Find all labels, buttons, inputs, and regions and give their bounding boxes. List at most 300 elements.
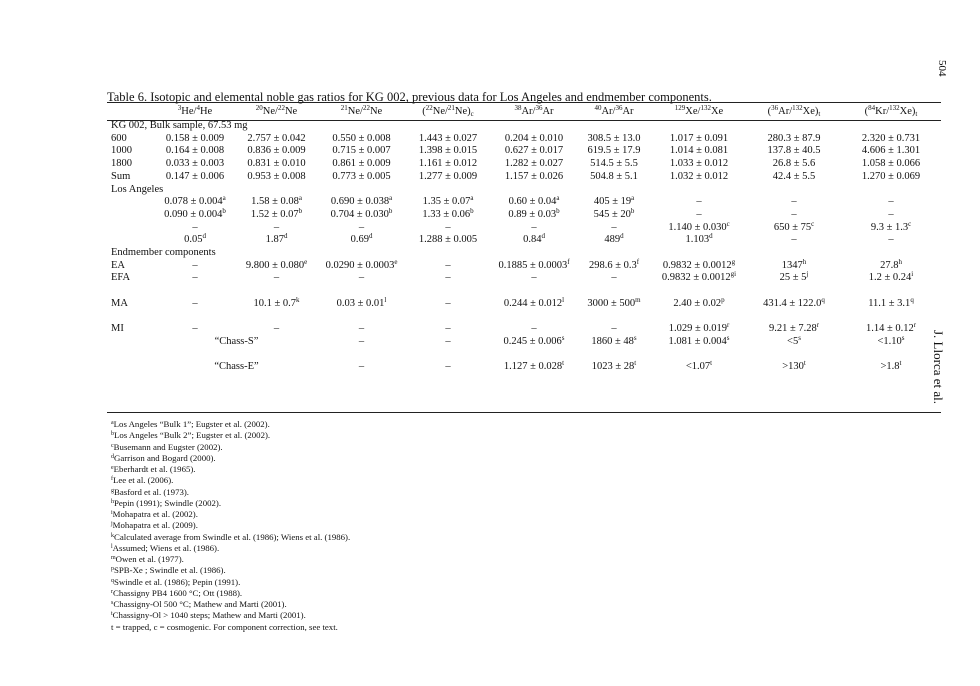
header-mass-number: 22 <box>277 104 285 112</box>
footnote-ref: c <box>908 219 912 228</box>
cell-value: 4.606 ± 1.301 <box>861 145 921 157</box>
table-cell <box>235 171 318 184</box>
header-isotope: He/ <box>181 106 197 117</box>
footnote-ref: a <box>222 194 226 203</box>
table-bottom-rule <box>107 412 941 413</box>
cell-value: – <box>192 272 198 284</box>
table-cell <box>405 336 491 349</box>
table-cell <box>577 323 651 336</box>
table-cell <box>405 171 491 184</box>
cell-value: 0.0290 ± 0.0003 <box>325 259 395 271</box>
cell-value: – <box>192 297 198 309</box>
table-cell <box>405 361 491 374</box>
table-cell <box>235 323 318 336</box>
header-mass-number: 36 <box>535 104 543 112</box>
footnote-ref: d <box>283 232 288 241</box>
table-cell <box>577 333 651 349</box>
cell-value: 1.52 ± 0.07 <box>250 208 299 220</box>
header-isotope: Ar <box>542 106 554 117</box>
header-subscript: c <box>470 110 474 118</box>
footnote-ref: q <box>910 295 914 304</box>
cell-value: 27.8 <box>880 259 899 271</box>
cell-value: 0.204 ± 0.010 <box>504 132 564 144</box>
section-label: Endmember components <box>111 247 216 259</box>
footnote-mark: d <box>111 453 114 460</box>
footnote <box>111 509 350 520</box>
table-cell <box>747 209 841 222</box>
header-mass-number: 36 <box>771 104 779 112</box>
table-cell <box>318 361 405 374</box>
cell-value: 2.40 ± 0.02 <box>673 297 722 309</box>
table-cell <box>235 206 318 222</box>
table-cell <box>841 158 941 171</box>
header-isotope: He <box>199 106 213 117</box>
table-cell <box>155 158 235 171</box>
cell-value: 0.158 ± 0.009 <box>165 132 225 144</box>
header-mass-number: 21 <box>447 104 455 112</box>
cell-value: 0.245 ± 0.006 <box>503 335 562 347</box>
table-cell <box>405 196 491 209</box>
row-label: 1000 <box>111 145 132 157</box>
cell-value: 0.715 ± 0.007 <box>332 145 391 157</box>
table-cell <box>491 222 577 235</box>
table-cell <box>577 295 651 311</box>
header-mass-number: 22 <box>362 104 370 112</box>
cell-value: 9.3 ± 1.3 <box>870 221 909 233</box>
cell-value: – <box>445 335 451 347</box>
table-cell <box>235 196 318 209</box>
footnote <box>111 588 350 599</box>
cell-value: 1347 <box>781 259 803 271</box>
footnote-ref: s <box>561 333 565 342</box>
table-cell <box>405 133 491 146</box>
cell-value: 0.69 <box>350 234 369 246</box>
footnote-mark: a <box>111 420 114 426</box>
footnote-ref: g <box>731 257 736 266</box>
column-header <box>318 104 405 120</box>
section-row <box>107 184 941 197</box>
header-isotope: Ar/ <box>521 106 536 117</box>
footnote <box>111 565 350 576</box>
table-cell <box>491 257 577 273</box>
cell-value: – <box>696 208 702 220</box>
table-cell <box>747 234 841 247</box>
table-cell <box>747 361 841 374</box>
cell-value: – <box>791 208 797 220</box>
footnote-ref: m <box>635 295 641 304</box>
footnote-ref: e <box>304 257 308 266</box>
footnote <box>111 543 350 554</box>
footnote-mark: i <box>111 510 113 516</box>
table-cell <box>318 133 405 146</box>
section-row <box>107 120 941 133</box>
footnote-ref: h <box>898 257 902 266</box>
cell-value: 489 <box>604 234 621 246</box>
table-cell <box>747 333 841 349</box>
cell-value: 0.60 ± 0.04 <box>508 196 557 208</box>
table-cell <box>651 196 747 209</box>
cell-value: 0.773 ± 0.005 <box>332 170 391 182</box>
cell-value: 42.4 ± 5.5 <box>772 170 816 182</box>
table-row <box>107 222 941 235</box>
footnote-ref: gi <box>730 270 737 279</box>
footnote <box>111 464 350 475</box>
header-mass-number: 40 <box>594 104 602 112</box>
cell-value: 1.33 ± 0.06 <box>422 208 471 220</box>
table-row <box>107 145 941 158</box>
cell-value: 1.87 <box>265 234 284 246</box>
cell-value: – <box>358 323 365 335</box>
table-cell <box>491 158 577 171</box>
table-cell <box>155 145 235 158</box>
header-paren: ( <box>767 106 772 117</box>
table-caption: Table 6. Isotopic and elemental noble gas ratios for KG 002, previous data for Los Angeles and endmember components. <box>107 90 712 104</box>
cell-value: 405 ± 19 <box>593 196 632 208</box>
table-cell <box>577 196 651 209</box>
table-cell <box>747 295 841 311</box>
header-isotope: Ne/ <box>262 106 278 117</box>
cell-value: – <box>888 196 894 208</box>
footnote-text: t = trapped, c = cosmogenic. For component correction, see text. <box>111 621 338 632</box>
footnote-ref: r <box>726 321 730 330</box>
cell-value: 25 ± 5 <box>779 272 807 284</box>
cell-value: 9.21 ± 7.28 <box>768 323 817 335</box>
cell-value: 1.2 ± 0.24 <box>868 272 912 284</box>
table-cell <box>491 145 577 158</box>
table-cell <box>491 133 577 146</box>
cell-value: >130 <box>782 361 804 373</box>
table-cell <box>841 209 941 222</box>
footnote-text: Owen et al. (1977). <box>115 554 184 564</box>
cell-value: 1.58 ± 0.08 <box>251 196 299 208</box>
table-cell <box>491 171 577 184</box>
table-cell <box>577 171 651 184</box>
cell-value: – <box>445 361 451 373</box>
footnote-ref: t <box>710 359 713 368</box>
footnote-ref: s <box>901 333 905 342</box>
footnote-text: Lee et al. (2006). <box>113 475 174 486</box>
footnote-ref: b <box>556 206 560 215</box>
header-mass-number: 21 <box>340 104 348 112</box>
footnote-ref: b <box>470 206 474 215</box>
cell-value: 0.550 ± 0.008 <box>332 132 391 144</box>
cell-value: 514.5 ± 5.5 <box>590 158 638 170</box>
table-cell <box>405 234 491 247</box>
table-cell <box>747 219 841 235</box>
table-cell <box>155 171 235 184</box>
cell-value: 1.277 ± 0.009 <box>418 170 478 182</box>
table-row <box>107 234 941 247</box>
table-cell <box>318 206 405 222</box>
section-label: KG 002, Bulk sample, 67.53 mg <box>111 120 248 131</box>
row-label <box>107 336 155 349</box>
footnote-text: Basford et al. (1973). <box>114 486 189 497</box>
table-cell <box>747 196 841 209</box>
footnote <box>111 475 350 486</box>
table-footnotes <box>111 419 350 633</box>
cell-value: – <box>696 196 702 208</box>
cell-value: 619.5 ± 17.9 <box>587 145 641 157</box>
table-cell <box>651 171 747 184</box>
table-cell <box>841 295 941 311</box>
table-cell <box>651 333 747 349</box>
cell-value: – <box>791 234 797 246</box>
cell-value: – <box>273 272 280 284</box>
cell-value: 431.4 ± 122.0 <box>763 297 822 309</box>
header-isotope: Ne) <box>454 106 471 117</box>
footnote-mark: p <box>111 566 114 573</box>
cell-value: 1.140 ± 0.030 <box>668 221 727 233</box>
footnote <box>111 419 350 430</box>
table-cell <box>155 222 235 235</box>
header-mass-number: 36 <box>615 104 623 112</box>
table-cell <box>841 361 941 374</box>
footnote-ref: b <box>222 206 226 215</box>
cell-value: 137.8 ± 40.5 <box>767 145 821 157</box>
table-cell <box>155 272 235 285</box>
table-cell <box>235 158 318 171</box>
cell-value: – <box>192 323 198 335</box>
table-cell <box>841 234 941 247</box>
footnote-mark: k <box>111 532 114 539</box>
row-label: EFA <box>111 272 131 284</box>
cell-value: 0.9832 ± 0.0012 <box>661 272 731 284</box>
table-cell <box>841 257 941 273</box>
cell-value: 1.081 ± 0.004 <box>668 335 727 347</box>
footnote <box>111 532 350 543</box>
table-cell <box>491 333 577 349</box>
header-mass-number: 20 <box>255 104 263 112</box>
header-isotope: Ne <box>284 106 298 117</box>
cell-value: 0.704 ± 0.030 <box>330 208 389 220</box>
footnote-ref: d <box>202 232 206 241</box>
footnote-mark: f <box>111 476 113 483</box>
table-cell <box>235 222 318 235</box>
table-cell <box>318 257 405 273</box>
header-mass-number: 3 <box>177 104 182 112</box>
header-mass-number: 132 <box>792 104 803 112</box>
header-isotope: Kr/ <box>875 106 890 117</box>
cell-value: – <box>888 208 894 220</box>
cell-value: 0.03 ± 0.01 <box>336 297 385 309</box>
header-mass-number: 84 <box>868 104 876 112</box>
cell-value: 0.690 ± 0.038 <box>330 196 390 208</box>
table-cell <box>651 323 747 336</box>
footnote-ref: k <box>296 295 300 304</box>
footnote-text: Garrison and Bogard (2000). <box>114 452 216 463</box>
footnote-ref: c <box>811 219 815 228</box>
table-cell <box>318 158 405 171</box>
page-number: 504 <box>936 60 948 77</box>
table-cell <box>651 234 747 247</box>
cell-value: 1.029 ± 0.019 <box>668 323 727 335</box>
header-isotope: Xe) <box>899 106 916 117</box>
footnote-ref: c <box>726 219 730 228</box>
cell-value: 308.5 ± 13.0 <box>587 132 641 144</box>
footnote-ref: t <box>634 359 637 368</box>
table-cell <box>577 158 651 171</box>
footnote-ref: r <box>913 321 917 330</box>
footnote-ref: f <box>567 257 570 266</box>
table-cell <box>235 272 318 285</box>
footnote-ref: b <box>630 206 635 215</box>
table-cell <box>318 272 405 285</box>
cell-value: 1.014 ± 0.081 <box>669 145 729 157</box>
cell-value: – <box>531 221 537 233</box>
footnote-text: Assumed; Wiens et al. (1986). <box>112 542 220 553</box>
table-cell <box>577 272 651 285</box>
table-cell <box>155 206 235 222</box>
table-row <box>107 260 941 273</box>
table-cell <box>491 196 577 209</box>
footnote-mark: j <box>111 521 113 528</box>
table-cell <box>841 196 941 209</box>
cell-value: – <box>273 221 280 233</box>
table-row <box>107 171 941 184</box>
cell-value: 1.443 ± 0.027 <box>418 132 478 144</box>
cell-value: 0.090 ± 0.004 <box>164 208 223 220</box>
cell-value: 1.270 ± 0.069 <box>861 170 921 182</box>
header-paren: ( <box>422 106 426 117</box>
column-header <box>405 104 491 120</box>
cell-value: 11.1 ± 3.1 <box>868 297 911 309</box>
table-cell <box>651 158 747 171</box>
row-label <box>107 222 155 235</box>
cell-value: – <box>445 323 451 335</box>
column-header <box>841 104 941 120</box>
footnote-ref: l <box>384 295 387 304</box>
cell-value: 280.3 ± 87.9 <box>767 132 821 144</box>
cell-value: 26.8 ± 5.6 <box>772 158 816 170</box>
table-row <box>107 298 941 311</box>
footnote-ref: s <box>726 333 730 342</box>
table-cell <box>405 222 491 235</box>
footnote-ref: r <box>816 321 820 330</box>
cell-value: – <box>192 221 198 233</box>
footnote-ref: a <box>470 194 474 203</box>
cell-value: <1.10 <box>877 335 902 347</box>
cell-value: <1.07 <box>685 361 711 373</box>
footnote-ref: t <box>803 359 806 368</box>
cell-value: 0.861 ± 0.009 <box>332 158 391 170</box>
footnote-mark: b <box>111 431 114 438</box>
cell-value: 0.147 ± 0.006 <box>165 170 225 182</box>
table-cell <box>405 206 491 222</box>
table-row <box>107 361 941 374</box>
column-header <box>491 104 577 120</box>
row-label-secondary: “Chass-S” <box>214 335 259 347</box>
footnote-text: SPB-Xe ; Swindle et al. (1986). <box>114 565 226 576</box>
footnote-mark: g <box>111 487 114 494</box>
table-cell <box>155 298 235 311</box>
header-paren: ( <box>864 106 869 117</box>
table-cell <box>747 323 841 336</box>
footnote-ref: h <box>802 257 807 266</box>
table-cell <box>318 171 405 184</box>
table-cell <box>318 295 405 311</box>
header-isotope: Xe) <box>802 106 819 117</box>
cell-value: 3000 ± 500 <box>587 297 636 309</box>
table-cell <box>155 260 235 273</box>
column-header <box>577 104 651 120</box>
footnote-text: Eberhardt et al. (1965). <box>113 464 196 474</box>
table-cell <box>235 133 318 146</box>
cell-value: 1.157 ± 0.026 <box>504 170 564 182</box>
cell-value: 1.288 ± 0.005 <box>418 234 478 246</box>
table-cell <box>841 272 941 285</box>
footnote-ref: f <box>636 257 640 266</box>
footnote-text: Chassigny-Ol > 1040 steps; Mathew and Marti (2001). <box>112 610 306 621</box>
table-cell <box>405 145 491 158</box>
table-cell <box>841 133 941 146</box>
footnote-text: Busemann and Eugster (2002). <box>113 441 223 452</box>
table-cell <box>405 260 491 273</box>
row-label: 1800 <box>111 158 132 170</box>
header-mass-number: 38 <box>514 104 522 112</box>
footnote <box>111 554 350 565</box>
table-cell <box>318 234 405 247</box>
row-label: MI <box>111 323 124 335</box>
cell-value: – <box>531 323 537 335</box>
row-label: EA <box>111 259 125 271</box>
table-cell <box>405 158 491 171</box>
cell-value: 0.84 <box>523 234 542 246</box>
table-cell <box>491 272 577 285</box>
table-cell <box>651 145 747 158</box>
cell-value: 1.127 ± 0.028 <box>503 361 563 373</box>
cell-value: – <box>358 335 365 347</box>
row-label <box>107 196 155 209</box>
cell-value: 1023 ± 28 <box>591 361 635 373</box>
row-label-secondary: “Chass-E” <box>214 361 259 373</box>
cell-value: 1.032 ± 0.012 <box>669 170 729 182</box>
column-header <box>155 104 235 120</box>
table-cell <box>491 206 577 222</box>
footnote <box>111 498 350 509</box>
cell-value: >1.8 <box>880 361 900 373</box>
cell-value: 1860 ± 48 <box>591 335 634 347</box>
footnote <box>111 520 350 531</box>
header-subscript: t <box>818 110 821 118</box>
table-cell <box>747 158 841 171</box>
footnote-ref: d <box>620 232 624 241</box>
table-cell <box>651 209 747 222</box>
table-cell <box>318 145 405 158</box>
header-isotope: Ar <box>622 106 634 117</box>
footnote-text: Swindle et al. (1986); Pepin (1991). <box>114 576 241 587</box>
footnote-text: Chassigny PB4 1600 °C; Ott (1988). <box>113 587 243 598</box>
cell-value: 2.320 ± 0.731 <box>861 132 921 144</box>
table-cell <box>491 234 577 247</box>
footnote-text: Chassigny-Ol 500 °C; Mathew and Marti (2001). <box>113 599 287 609</box>
footnote <box>111 442 350 453</box>
table-row <box>107 209 941 222</box>
cell-value: – <box>192 259 198 271</box>
footnote-mark: q <box>111 577 114 584</box>
table-cell <box>651 361 747 374</box>
table-cell <box>747 171 841 184</box>
table-cell <box>577 257 651 273</box>
header-isotope: Xe/ <box>685 106 701 117</box>
header-mass-number: 4 <box>196 104 200 112</box>
cell-value: 298.6 ± 0.3 <box>588 259 637 271</box>
header-isotope: Xe <box>710 106 724 117</box>
header-mass-number: 132 <box>700 104 711 112</box>
table-cell <box>491 295 577 311</box>
table-cell <box>651 295 747 311</box>
column-header <box>747 104 841 120</box>
table-row <box>107 323 941 336</box>
